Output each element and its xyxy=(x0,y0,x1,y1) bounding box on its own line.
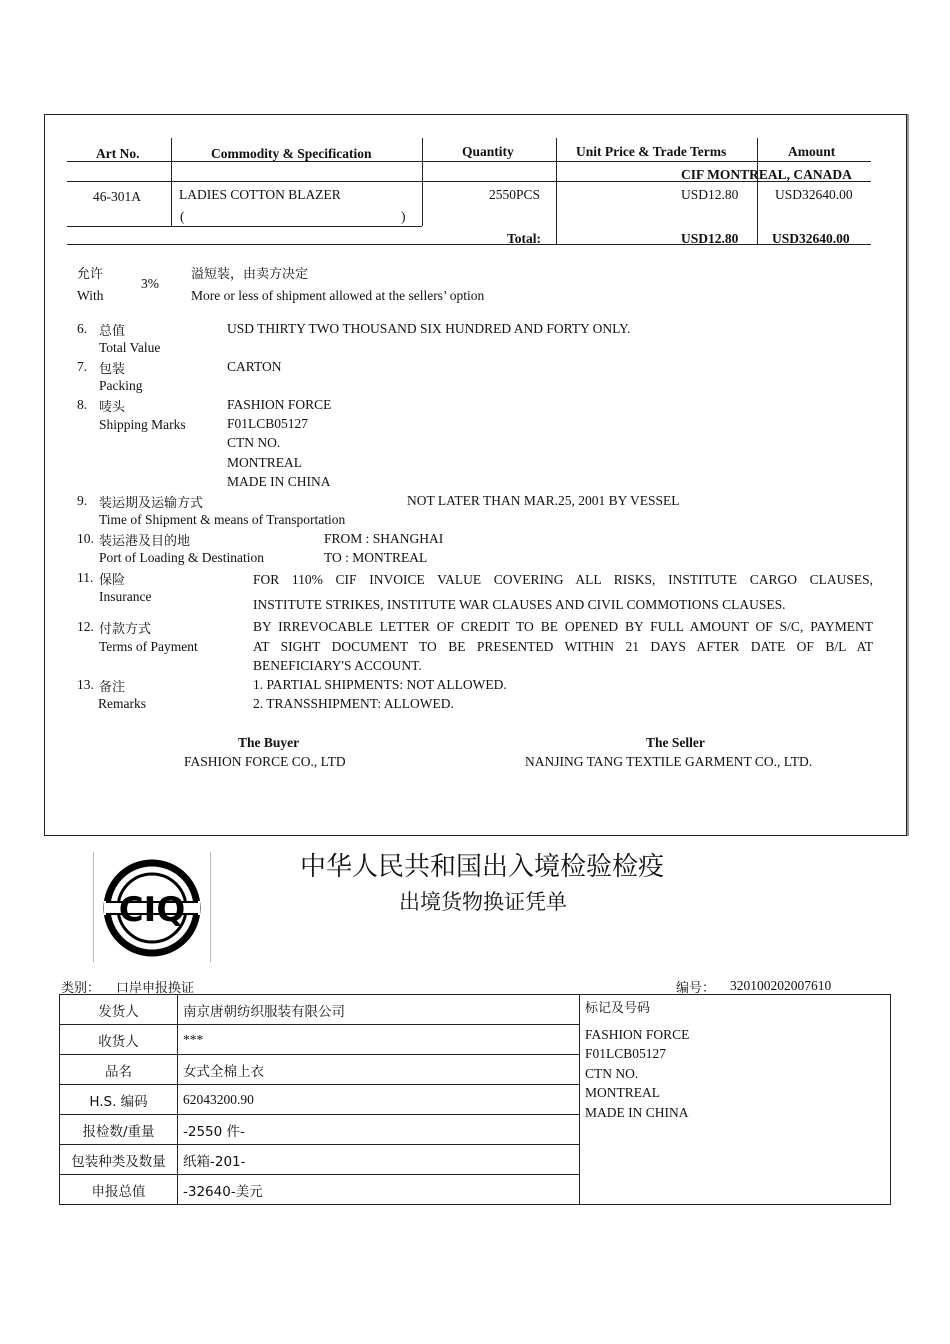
table-row xyxy=(60,995,891,1025)
clause-11-num: 11. xyxy=(77,570,94,585)
total-unit-price: USD12.80 xyxy=(681,231,739,246)
mark-line: FASHION FORCE xyxy=(585,1026,690,1042)
buyer-label: The Buyer xyxy=(238,735,300,750)
row-amount: USD32640.00 xyxy=(775,187,853,202)
clause-12-en: Terms of Payment xyxy=(99,639,198,654)
ciq-logo-text: CIQ xyxy=(118,890,186,930)
clause-8-num: 8. xyxy=(77,397,88,412)
header-unit-price: Unit Price & Trade Terms xyxy=(576,144,727,159)
buyer-name: FASHION FORCE CO., LTD xyxy=(184,754,346,769)
trade-terms: CIF MONTREAL, CANADA xyxy=(681,167,852,182)
clause-9-cn: 装运期及运输方式 xyxy=(99,496,204,511)
field-value: 南京唐朝纺织服装有限公司 xyxy=(178,995,580,1025)
clause-11-cn: 保险 xyxy=(99,573,126,588)
shipping-mark-line: CTN NO. xyxy=(227,435,281,450)
clause-7-cn: 包装 xyxy=(99,362,126,377)
clause-11-en: Insurance xyxy=(99,589,152,604)
clause-6-num: 6. xyxy=(77,321,88,336)
row-paren-open: ( xyxy=(180,209,185,224)
row-unit-price: USD12.80 xyxy=(681,187,739,202)
category-value: 口岸申报换证 xyxy=(116,981,195,996)
allowance-percent: 3% xyxy=(141,276,159,291)
clause-7-en: Packing xyxy=(99,378,143,393)
ciq-logo-icon xyxy=(94,852,210,962)
clause-13-value-line: 1. PARTIAL SHIPMENTS: NOT ALLOWED. xyxy=(253,677,507,692)
field-value: *** xyxy=(178,1025,580,1055)
header-quantity: Quantity xyxy=(462,144,514,159)
clause-10-from: FROM : SHANGHAI xyxy=(324,531,444,546)
category-label: 类别： xyxy=(61,981,101,996)
header-art-no: Art No. xyxy=(96,146,140,161)
clause-7-num: 7. xyxy=(77,359,88,374)
total-amount: USD32640.00 xyxy=(772,231,850,246)
field-label: 发货人 xyxy=(60,995,178,1025)
clause-13-en: Remarks xyxy=(98,696,146,711)
clause-8-cn: 唛头 xyxy=(99,400,126,415)
clause-9-en: Time of Shipment & means of Transportation xyxy=(99,512,346,527)
clause-10-to: TO : MONTREAL xyxy=(324,550,428,565)
clause-10-cn: 装运港及目的地 xyxy=(99,534,191,549)
number-value: 320100202007610 xyxy=(730,978,832,993)
clause-12-num: 12. xyxy=(77,619,94,634)
mark-line: MONTREAL xyxy=(585,1085,660,1100)
field-label: H.S. 编码 xyxy=(60,1085,178,1115)
clause-13-cn: 备注 xyxy=(99,680,126,695)
allowance-desc-en: More or less of shipment allowed at the sellers’ option xyxy=(191,288,485,303)
seller-label: The Seller xyxy=(646,735,705,750)
cert-subtitle: 出境货物换证凭单 xyxy=(399,890,567,914)
clause-9-value: NOT LATER THAN MAR.25, 2001 BY VESSEL xyxy=(407,493,680,508)
clause-6-cn: 总值 xyxy=(99,324,126,339)
shipping-mark-line: F01LCB05127 xyxy=(227,416,309,431)
ciq-logo xyxy=(93,852,211,962)
clause-12-cn: 付款方式 xyxy=(99,622,152,637)
row-paren-close: ) xyxy=(401,209,406,224)
clause-12-value-line: BENEFICIARY'S ACCOUNT. xyxy=(253,658,422,673)
field-label: 包装种类及数量 xyxy=(60,1145,178,1175)
clause-9-num: 9. xyxy=(77,493,88,508)
shipping-mark-line: FASHION FORCE xyxy=(227,397,332,412)
row-art-no: 46-301A xyxy=(93,189,141,204)
field-value: 62043200.90 xyxy=(178,1085,580,1115)
allowance-desc-cn: 溢短装，由卖方决定 xyxy=(191,267,309,282)
field-label: 品名 xyxy=(60,1055,178,1085)
field-value: -32640-美元 xyxy=(178,1175,580,1205)
clause-13-value-line: 2. TRANSSHIPMENT: ALLOWED. xyxy=(253,696,454,711)
field-label: 报检数/重量 xyxy=(60,1115,178,1145)
clause-6-value: USD THIRTY TWO THOUSAND SIX HUNDRED AND FORTY ONLY. xyxy=(227,321,631,336)
marks-label: 标记及号码 xyxy=(585,1001,651,1016)
clause-13-num: 13. xyxy=(77,677,94,692)
seller-name: NANJING TANG TEXTILE GARMENT CO., LTD. xyxy=(525,754,813,769)
clause-11-value-line: INSTITUTE STRIKES, INSTITUTE WAR CLAUSES AND CIVIL COMMOTIONS CLAUSES. xyxy=(253,597,786,612)
row-quantity: 2550PCS xyxy=(489,187,541,202)
mark-line: CTN NO. xyxy=(585,1065,639,1081)
clause-8-en: Shipping Marks xyxy=(99,417,186,432)
clause-11-value-line: FOR 110% CIF INVOICE VALUE COVERING ALL RISKS, INSTITUTE CARGO CLAUSES, xyxy=(253,572,873,587)
clause-7-value: CARTON xyxy=(227,359,282,374)
shipping-mark-line: MADE IN CHINA xyxy=(227,474,331,489)
field-value: 女式全棉上衣 xyxy=(178,1055,580,1085)
clause-6-en: Total Value xyxy=(99,340,161,355)
marks-cell xyxy=(580,995,891,1205)
field-label: 申报总值 xyxy=(60,1175,178,1205)
field-value: 纸箱-201- xyxy=(178,1145,580,1175)
header-amount: Amount xyxy=(788,144,836,159)
total-label: Total: xyxy=(507,231,542,246)
number-label: 编号： xyxy=(676,981,716,996)
row-commodity: LADIES COTTON BLAZER xyxy=(179,187,341,202)
certificate-table xyxy=(59,994,891,1205)
cert-title: 中华人民共和国出入境检验检疫 xyxy=(300,852,665,882)
clause-12-value-line: BY IRREVOCABLE LETTER OF CREDIT TO BE OPENED BY FULL AMOUNT OF S/C, PAYMENT xyxy=(253,619,873,634)
clause-10-num: 10. xyxy=(77,531,94,546)
field-value: -2550 件- xyxy=(178,1115,580,1145)
clause-10-en: Port of Loading & Destination xyxy=(99,550,264,565)
field-label: 收货人 xyxy=(60,1025,178,1055)
mark-line: MADE IN CHINA xyxy=(585,1104,689,1120)
header-commodity: Commodity & Specification xyxy=(211,146,372,161)
clause-12-value-line: AT SIGHT DOCUMENT TO BE PRESENTED WITHIN 21 DAYS AFTER DATE OF B/L AT xyxy=(253,639,873,654)
allowance-cn: 允许 xyxy=(77,267,104,282)
shipping-mark-line: MONTREAL xyxy=(227,455,302,470)
mark-line: F01LCB05127 xyxy=(585,1046,667,1061)
allowance-en: With xyxy=(77,288,104,303)
contract-panel xyxy=(44,114,907,836)
